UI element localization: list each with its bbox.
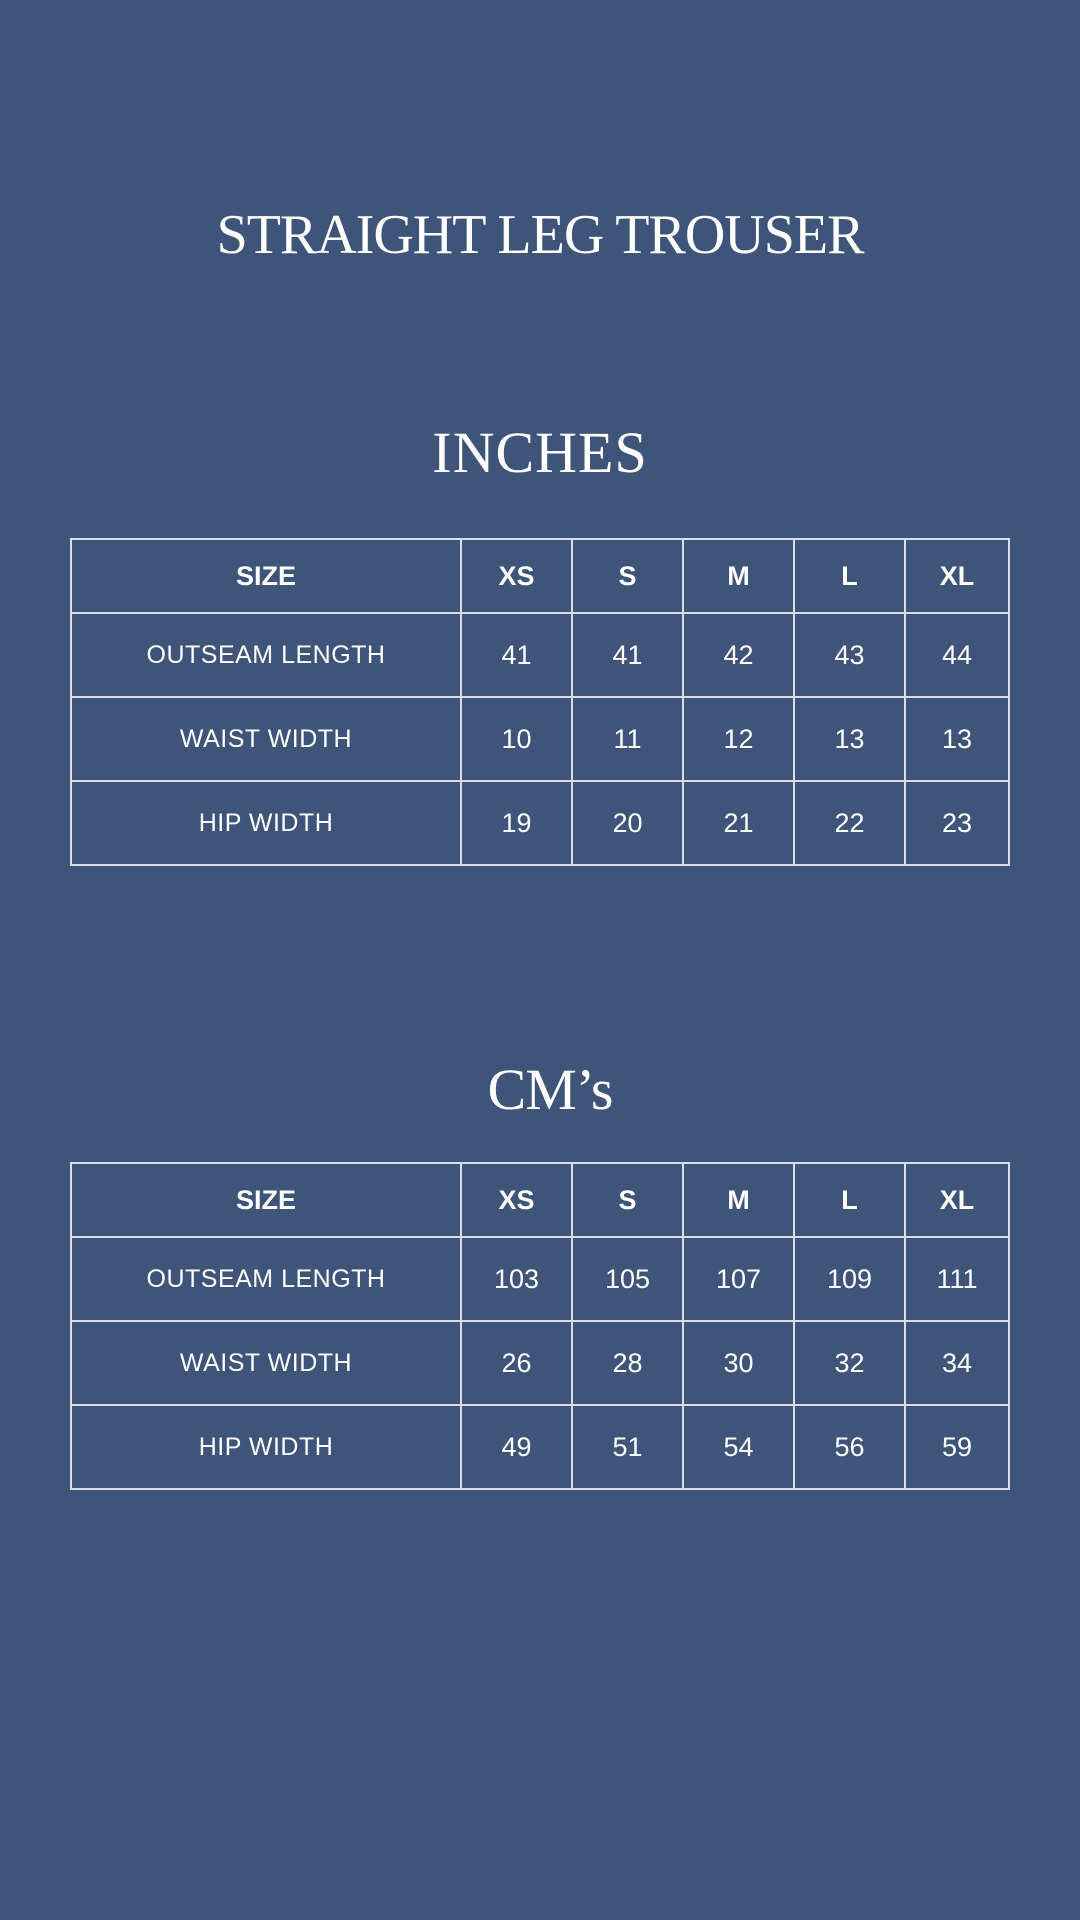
- value-cell: 111: [905, 1237, 1009, 1321]
- header-cell-xl: XL: [905, 539, 1009, 613]
- inches-section-heading: INCHES: [432, 420, 648, 485]
- header-cell-s: S: [572, 539, 683, 613]
- table-row: [71, 613, 1009, 697]
- header-cell-m: M: [683, 539, 794, 613]
- cms-section-heading: CM’s: [487, 1057, 613, 1122]
- value-cell: 49: [461, 1405, 572, 1489]
- table-row: [71, 1405, 1009, 1489]
- value-cell: 54: [683, 1405, 794, 1489]
- header-cell-size: SIZE: [71, 1163, 461, 1237]
- row-label: OUTSEAM LENGTH: [71, 1237, 461, 1321]
- value-cell: 56: [794, 1405, 905, 1489]
- value-cell: 19: [461, 781, 572, 865]
- value-cell: 44: [905, 613, 1009, 697]
- table-row: [71, 781, 1009, 865]
- value-cell: 10: [461, 697, 572, 781]
- value-cell: 51: [572, 1405, 683, 1489]
- row-label: HIP WIDTH: [71, 781, 461, 865]
- value-cell: 13: [794, 697, 905, 781]
- header-cell-size: SIZE: [71, 539, 461, 613]
- header-cell-l: L: [794, 1163, 905, 1237]
- table-header-row: [71, 539, 1009, 613]
- value-cell: 107: [683, 1237, 794, 1321]
- value-cell: 11: [572, 697, 683, 781]
- inches-size-table: [70, 538, 1010, 866]
- value-cell: 42: [683, 613, 794, 697]
- value-cell: 105: [572, 1237, 683, 1321]
- value-cell: 59: [905, 1405, 1009, 1489]
- value-cell: 41: [572, 613, 683, 697]
- value-cell: 41: [461, 613, 572, 697]
- table-header-row: [71, 1163, 1009, 1237]
- value-cell: 30: [683, 1321, 794, 1405]
- value-cell: 103: [461, 1237, 572, 1321]
- header-cell-s: S: [572, 1163, 683, 1237]
- value-cell: 13: [905, 697, 1009, 781]
- value-cell: 34: [905, 1321, 1009, 1405]
- value-cell: 23: [905, 781, 1009, 865]
- table-row: [71, 697, 1009, 781]
- table-row: [71, 1321, 1009, 1405]
- value-cell: 20: [572, 781, 683, 865]
- header-cell-xs: XS: [461, 1163, 572, 1237]
- value-cell: 26: [461, 1321, 572, 1405]
- row-label: WAIST WIDTH: [71, 697, 461, 781]
- row-label: WAIST WIDTH: [71, 1321, 461, 1405]
- value-cell: 28: [572, 1321, 683, 1405]
- header-cell-l: L: [794, 539, 905, 613]
- cms-size-table: [70, 1162, 1010, 1490]
- header-cell-xs: XS: [461, 539, 572, 613]
- row-label: OUTSEAM LENGTH: [71, 613, 461, 697]
- header-cell-xl: XL: [905, 1163, 1009, 1237]
- table-row: [71, 1237, 1009, 1321]
- page-title: STRAIGHT LEG TROUSER: [216, 204, 864, 266]
- row-label: HIP WIDTH: [71, 1405, 461, 1489]
- value-cell: 22: [794, 781, 905, 865]
- header-cell-m: M: [683, 1163, 794, 1237]
- value-cell: 109: [794, 1237, 905, 1321]
- value-cell: 21: [683, 781, 794, 865]
- value-cell: 12: [683, 697, 794, 781]
- value-cell: 32: [794, 1321, 905, 1405]
- value-cell: 43: [794, 613, 905, 697]
